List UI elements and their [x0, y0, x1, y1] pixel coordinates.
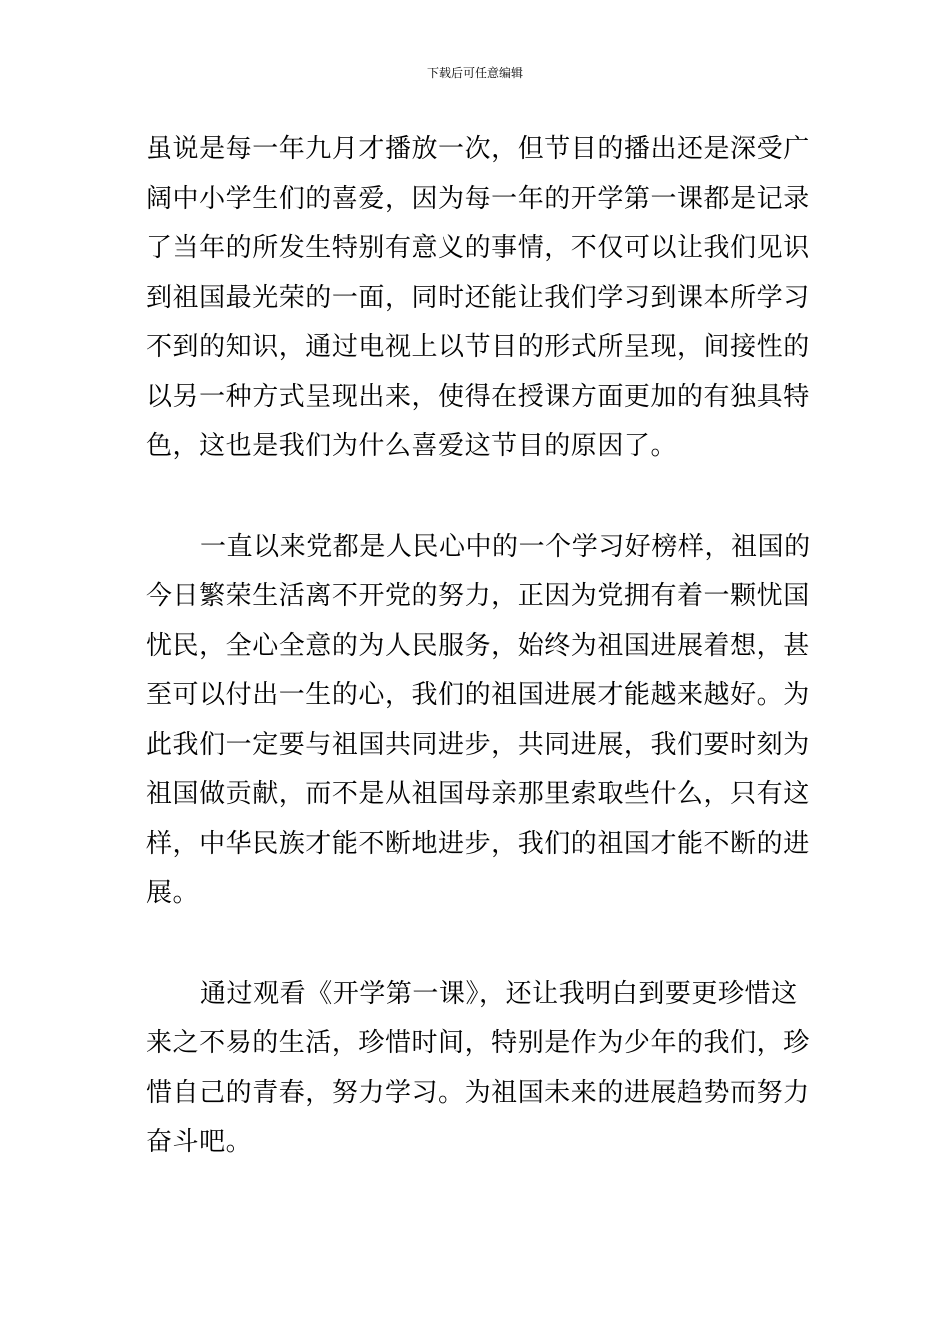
paragraph-line: 一直以来党都是人民心中的一个学习好榜样，祖国的: [200, 531, 811, 562]
paragraph-line: 以另一种方式呈现出来，使得在授课方面更加的有独具特: [146, 381, 810, 412]
paragraph-line: 到祖国最光荣的一面，同时还能让我们学习到课本所学习: [146, 282, 810, 313]
page-header: 下载后可任意编辑: [426, 66, 523, 80]
paragraph-line: 虽说是每一年九月才播放一次，但节目的播出还是深受广: [146, 134, 810, 164]
paragraph-line: 不到的知识，通过电视上以节目的形式所呈现，间接性的: [146, 332, 810, 362]
paragraph-spacer: [146, 919, 806, 970]
paragraph-line: 此我们一定要与祖国共同进步，共同进展，我们要时刻为: [146, 729, 810, 760]
paragraph-line: 展。: [146, 878, 200, 908]
paragraph-line: 至可以付出一生的心，我们的祖国进展才能越来越好。为: [146, 680, 810, 710]
paragraph-2: [146, 523, 811, 919]
paragraph-line: 祖国做贡献，而不是从祖国母亲那里索取些什么，只有这: [146, 779, 810, 809]
paragraph-line: 惜自己的青春，努力学习。为祖国未来的进展趋势而努力: [146, 1077, 810, 1108]
paragraph-line: 阔中小学生们的喜爱，因为每一年的开学第一课都是记录: [146, 183, 810, 214]
paragraph-line: 今日繁荣生活离不开党的努力，正因为党拥有着一颗忧国: [146, 581, 810, 611]
paragraph-spacer: [146, 472, 806, 523]
paragraph-line: 通过观看《开学第一课》，还让我明白到要更珍惜这: [200, 978, 798, 1009]
paragraph-line: 色，这也是我们为什么喜爱这节目的原因了。: [146, 431, 678, 461]
paragraph-3: [146, 970, 810, 1168]
document-body: [146, 125, 811, 1168]
paragraph-1: [146, 125, 810, 472]
paragraph-line: 奋斗吧。: [146, 1127, 253, 1157]
paragraph-line: 了当年的所发生特别有意义的事情，不仅可以让我们见识: [146, 233, 810, 263]
paragraph-line: 来之不易的生活，珍惜时间，特别是作为少年的我们，珍: [146, 1028, 810, 1058]
paragraph-line: 样，中华民族才能不断地进步，我们的祖国才能不断的进: [146, 828, 810, 859]
paragraph-line: 忧民，全心全意的为人民服务，始终为祖国进展着想，甚: [146, 630, 810, 661]
